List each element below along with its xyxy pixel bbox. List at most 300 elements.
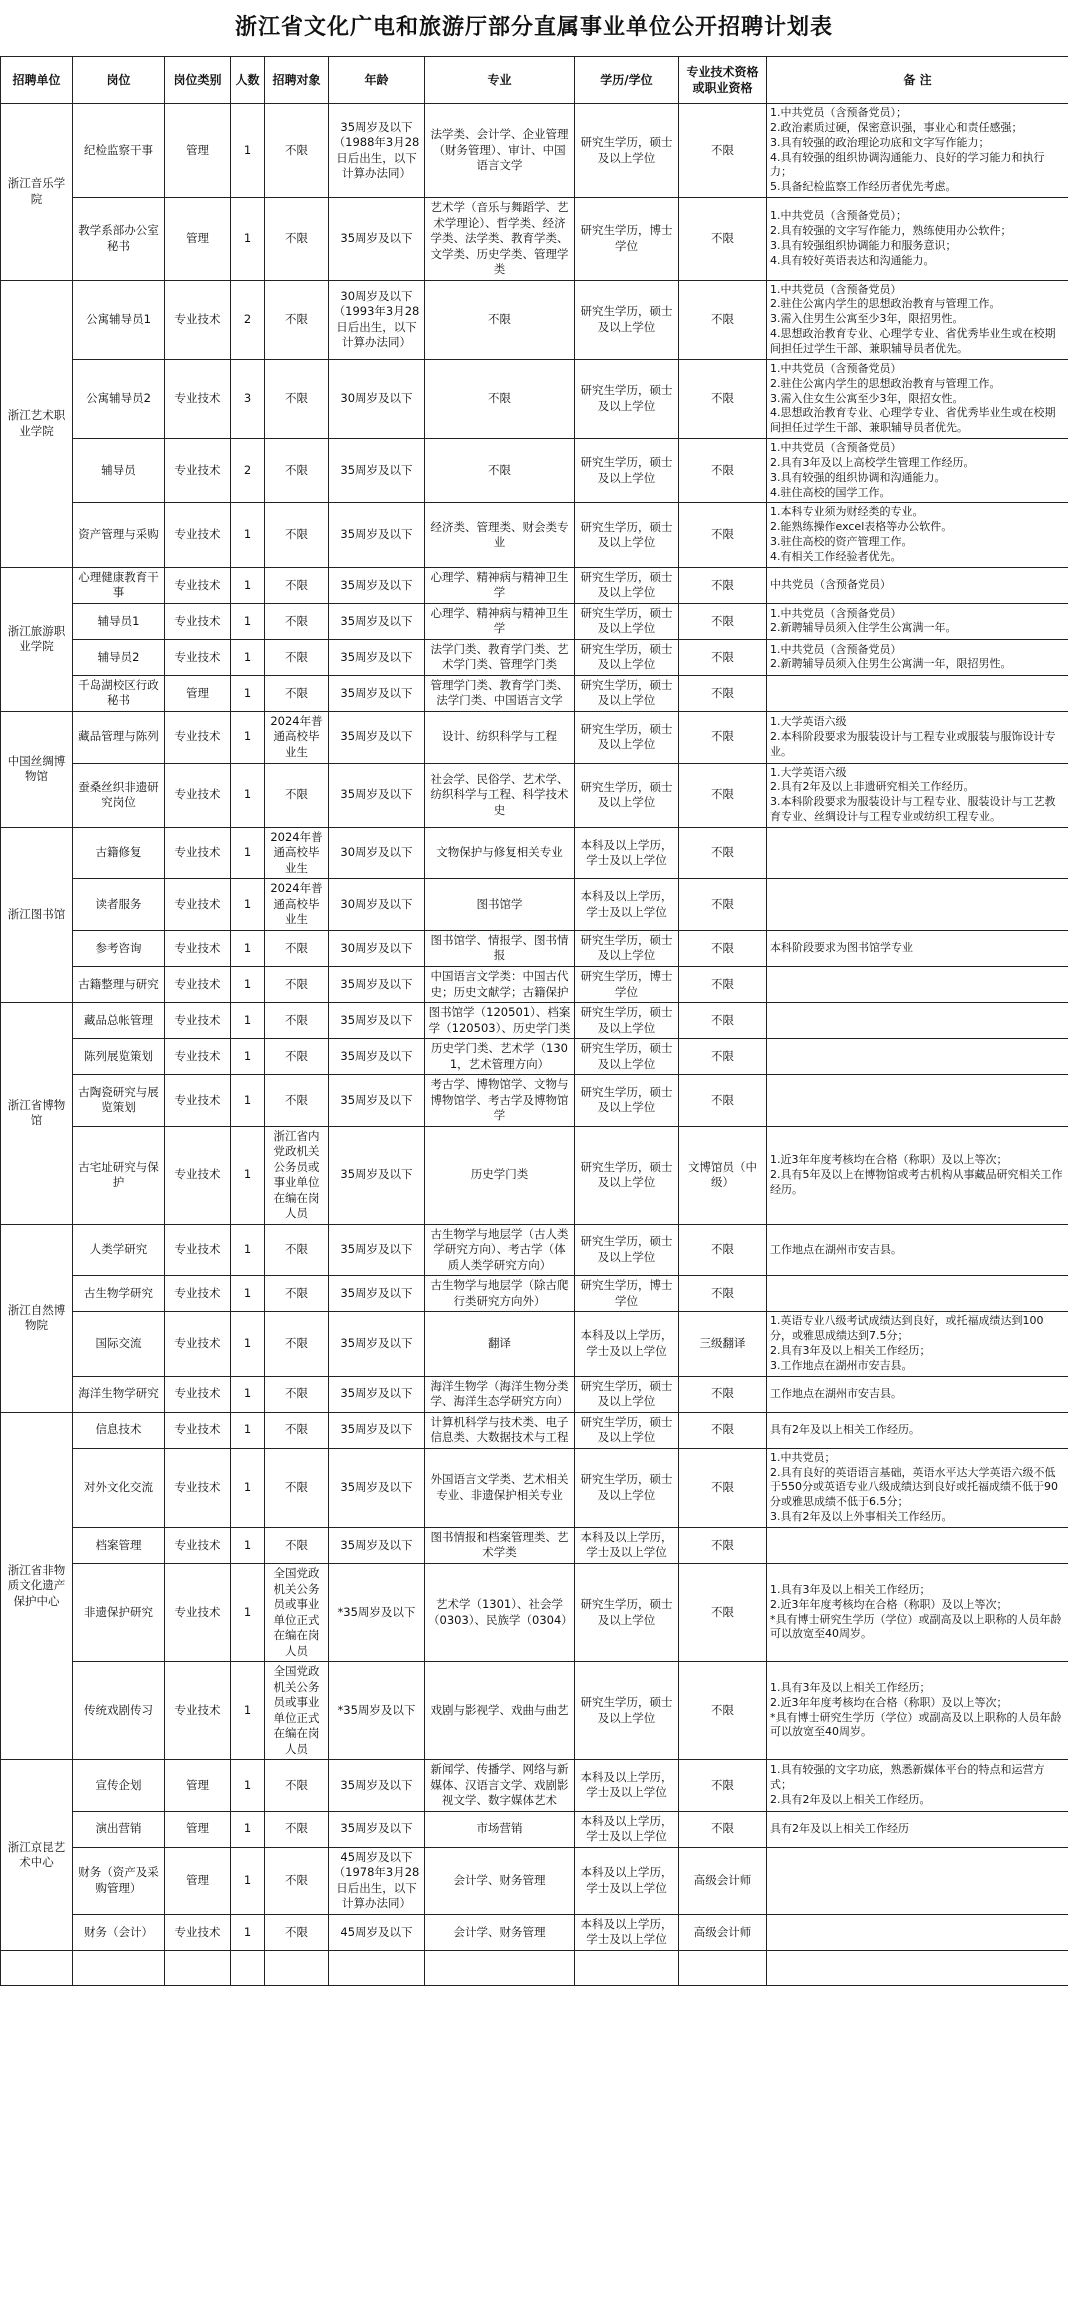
- target-cell: 不限: [265, 1224, 329, 1276]
- count-cell: 1: [231, 711, 265, 763]
- count-cell: 1: [231, 1126, 265, 1224]
- target-cell: 不限: [265, 503, 329, 567]
- count-cell: 2: [231, 280, 265, 359]
- category-cell: 专业技术: [165, 967, 231, 1003]
- major-cell: 历史学门类: [425, 1126, 575, 1224]
- empty-row: [1, 1950, 1068, 1985]
- degree-cell: 研究生学历，硕士及以上学位: [575, 1003, 679, 1039]
- post-cell: 教学系部办公室秘书: [73, 198, 165, 281]
- qualification-cell: 不限: [679, 280, 767, 359]
- major-cell: 古生物学与地层学（古人类学研究方向）、考古学（体质人类学研究方向）: [425, 1224, 575, 1276]
- note-cell: 1.中共党员（含预备党员）； 2.政治素质过硬，保密意识强，事业心和责任感强； 3.具有较强的政治理论功底和文字写作能力； 4.具有较强的组织协调沟通能力、良好的学习能力和执行力； 5.具备纪检监察工作经历者优先考虑。: [767, 104, 1068, 198]
- qualification-cell: 高级会计师: [679, 1847, 767, 1914]
- table-row: [1, 567, 1068, 603]
- degree-cell: 研究生学历，硕士及以上学位: [575, 675, 679, 711]
- age-cell: 30周岁及以下（1993年3月28日后出生，以下计算办法同）: [329, 280, 425, 359]
- degree-cell: 研究生学历，博士学位: [575, 198, 679, 281]
- table-row: [1, 198, 1068, 281]
- age-cell: 35周岁及以下: [329, 1276, 425, 1312]
- note-cell: 工作地点在湖州市安吉县。: [767, 1224, 1068, 1276]
- count-cell: 1: [231, 879, 265, 931]
- count-cell: 1: [231, 1376, 265, 1412]
- age-cell: 35周岁及以下: [329, 198, 425, 281]
- major-cell: 文物保护与修复相关专业: [425, 827, 575, 879]
- table-row: [1, 1075, 1068, 1127]
- category-cell: 专业技术: [165, 603, 231, 639]
- empty-cell: [329, 1950, 425, 1985]
- unit-cell: 浙江自然博物院: [1, 1224, 73, 1412]
- degree-cell: 研究生学历，硕士及以上学位: [575, 280, 679, 359]
- qualification-cell: 不限: [679, 827, 767, 879]
- post-cell: 非遗保护研究: [73, 1564, 165, 1662]
- header-qualification: 专业技术资格或职业资格: [679, 57, 767, 104]
- post-cell: 对外文化交流: [73, 1448, 165, 1527]
- note-cell: 中共党员（含预备党员）: [767, 567, 1068, 603]
- degree-cell: 本科及以上学历，学士及以上学位: [575, 1847, 679, 1914]
- age-cell: 35周岁及以下: [329, 1527, 425, 1563]
- degree-cell: 本科及以上学历，学士及以上学位: [575, 1760, 679, 1812]
- qualification-cell: 不限: [679, 930, 767, 966]
- age-cell: *35周岁及以下: [329, 1564, 425, 1662]
- empty-cell: [679, 1950, 767, 1985]
- age-cell: *35周岁及以下: [329, 1662, 425, 1760]
- recruitment-table: [0, 56, 1068, 1986]
- count-cell: 1: [231, 1276, 265, 1312]
- note-cell: 1.本科专业须为财经类的专业。 2.能熟练操作excel表格等办公软件。 3.驻住高校的资产管理工作。 4.有相关工作经验者优先。: [767, 503, 1068, 567]
- major-cell: 中国语言文学类：中国古代史；历史文献学；古籍保护: [425, 967, 575, 1003]
- target-cell: 不限: [265, 675, 329, 711]
- major-cell: 不限: [425, 439, 575, 503]
- age-cell: 35周岁及以下: [329, 1448, 425, 1527]
- category-cell: 专业技术: [165, 1075, 231, 1127]
- category-cell: 专业技术: [165, 1412, 231, 1448]
- target-cell: 不限: [265, 603, 329, 639]
- degree-cell: 研究生学历，硕士及以上学位: [575, 1075, 679, 1127]
- note-cell: 1.中共党员（含预备党员）； 2.具有较强的文字写作能力，熟练使用办公软件； 3.具有较强组织协调能力和服务意识； 4.具有较好英语表达和沟通能力。: [767, 198, 1068, 281]
- major-cell: 外国语言文学类、艺术相关专业、非遗保护相关专业: [425, 1448, 575, 1527]
- note-cell: [767, 1075, 1068, 1127]
- post-cell: 资产管理与采购: [73, 503, 165, 567]
- count-cell: 1: [231, 827, 265, 879]
- unit-cell: 浙江艺术职业学院: [1, 280, 73, 567]
- target-cell: 不限: [265, 1376, 329, 1412]
- table-row: [1, 1760, 1068, 1812]
- post-cell: 宣传企划: [73, 1760, 165, 1812]
- unit-cell: 浙江旅游职业学院: [1, 567, 73, 711]
- table-row: [1, 930, 1068, 966]
- post-cell: 传统戏剧传习: [73, 1662, 165, 1760]
- table-row: [1, 1412, 1068, 1448]
- target-cell: 2024年普通高校毕业生: [265, 879, 329, 931]
- table-row: [1, 1003, 1068, 1039]
- category-cell: 专业技术: [165, 567, 231, 603]
- post-cell: 档案管理: [73, 1527, 165, 1563]
- major-cell: 古生物学与地层学（除古爬行类研究方向外）: [425, 1276, 575, 1312]
- category-cell: 专业技术: [165, 1376, 231, 1412]
- qualification-cell: 不限: [679, 1003, 767, 1039]
- age-cell: 35周岁及以下: [329, 1075, 425, 1127]
- category-cell: 管理: [165, 104, 231, 198]
- major-cell: 图书情报和档案管理类、艺术学类: [425, 1527, 575, 1563]
- degree-cell: 研究生学历，硕士及以上学位: [575, 603, 679, 639]
- major-cell: 心理学、精神病与精神卫生学: [425, 603, 575, 639]
- age-cell: 35周岁及以下: [329, 1760, 425, 1812]
- age-cell: 30周岁及以下: [329, 359, 425, 438]
- degree-cell: 研究生学历，博士学位: [575, 967, 679, 1003]
- table-row: [1, 104, 1068, 198]
- age-cell: 45周岁及以下: [329, 1914, 425, 1950]
- count-cell: 1: [231, 763, 265, 827]
- note-cell: [767, 967, 1068, 1003]
- degree-cell: 本科及以上学历，学士及以上学位: [575, 879, 679, 931]
- post-cell: 陈列展览策划: [73, 1039, 165, 1075]
- major-cell: 会计学、财务管理: [425, 1847, 575, 1914]
- degree-cell: 本科及以上学历，学士及以上学位: [575, 1811, 679, 1847]
- post-cell: 心理健康教育干事: [73, 567, 165, 603]
- major-cell: 计算机科学与技术类、电子信息类、大数据技术与工程: [425, 1412, 575, 1448]
- post-cell: 海洋生物学研究: [73, 1376, 165, 1412]
- age-cell: 35周岁及以下: [329, 1039, 425, 1075]
- count-cell: 1: [231, 1412, 265, 1448]
- table-row: [1, 827, 1068, 879]
- qualification-cell: 不限: [679, 967, 767, 1003]
- count-cell: 1: [231, 1847, 265, 1914]
- post-cell: 蚕桑丝织非遗研究岗位: [73, 763, 165, 827]
- qualification-cell: 不限: [679, 639, 767, 675]
- major-cell: 不限: [425, 359, 575, 438]
- table-row: [1, 1039, 1068, 1075]
- qualification-cell: 不限: [679, 439, 767, 503]
- qualification-cell: 不限: [679, 1527, 767, 1563]
- major-cell: 管理学门类、教育学门类、法学门类、中国语言文学: [425, 675, 575, 711]
- note-cell: 1.中共党员（含预备党员） 2.新聘辅导员须入住学生公寓满一年。: [767, 603, 1068, 639]
- table-header-row: [1, 57, 1068, 104]
- age-cell: 35周岁及以下: [329, 1224, 425, 1276]
- qualification-cell: 不限: [679, 1564, 767, 1662]
- note-cell: [767, 827, 1068, 879]
- major-cell: 图书馆学、情报学、图书情报: [425, 930, 575, 966]
- unit-cell: 浙江音乐学院: [1, 104, 73, 281]
- unit-cell: 浙江京昆艺术中心: [1, 1760, 73, 1951]
- qualification-cell: 不限: [679, 1224, 767, 1276]
- post-cell: 公寓辅导员1: [73, 280, 165, 359]
- count-cell: 1: [231, 1224, 265, 1276]
- table-row: [1, 1312, 1068, 1376]
- category-cell: 专业技术: [165, 639, 231, 675]
- table-row: [1, 711, 1068, 763]
- table-row: [1, 639, 1068, 675]
- degree-cell: 本科及以上学历，学士及以上学位: [575, 1914, 679, 1950]
- target-cell: 不限: [265, 567, 329, 603]
- target-cell: 全国党政机关公务员或事业单位正式在编在岗人员: [265, 1662, 329, 1760]
- count-cell: 3: [231, 359, 265, 438]
- major-cell: 法学类、会计学、企业管理（财务管理）、审计、中国语言文学: [425, 104, 575, 198]
- count-cell: 1: [231, 930, 265, 966]
- note-cell: 1.具有3年及以上相关工作经历； 2.近3年年度考核均在合格（称职）及以上等次； *具有博士研究生学历（学位）或副高及以上职称的人员年龄可以放宽至40周岁。: [767, 1662, 1068, 1760]
- target-cell: 不限: [265, 359, 329, 438]
- header-note: 备 注: [767, 57, 1068, 104]
- qualification-cell: 不限: [679, 567, 767, 603]
- age-cell: 35周岁及以下: [329, 1003, 425, 1039]
- degree-cell: 研究生学历，硕士及以上学位: [575, 763, 679, 827]
- target-cell: 不限: [265, 198, 329, 281]
- note-cell: [767, 1039, 1068, 1075]
- empty-cell: [575, 1950, 679, 1985]
- major-cell: 图书馆学: [425, 879, 575, 931]
- qualification-cell: 高级会计师: [679, 1914, 767, 1950]
- major-cell: 历史学门类、艺术学（1301，艺术管理方向）: [425, 1039, 575, 1075]
- qualification-cell: 不限: [679, 603, 767, 639]
- empty-cell: [1, 1950, 73, 1985]
- category-cell: 专业技术: [165, 280, 231, 359]
- table-row: [1, 1811, 1068, 1847]
- target-cell: 不限: [265, 1527, 329, 1563]
- qualification-cell: 不限: [679, 763, 767, 827]
- empty-cell: [231, 1950, 265, 1985]
- category-cell: 专业技术: [165, 711, 231, 763]
- count-cell: 1: [231, 503, 265, 567]
- table-row: [1, 967, 1068, 1003]
- post-cell: 公寓辅导员2: [73, 359, 165, 438]
- count-cell: 1: [231, 1914, 265, 1950]
- note-cell: [767, 1003, 1068, 1039]
- post-cell: 参考咨询: [73, 930, 165, 966]
- age-cell: 35周岁及以下: [329, 1811, 425, 1847]
- note-cell: 1.中共党员； 2.具有良好的英语语言基础，英语水平达大学英语六级不低于550分或英语专业八级成绩达到良好或托福成绩不低于90分或雅思成绩不低于6.5分； 3.具有2年及以上外事相关工作经历。: [767, 1448, 1068, 1527]
- degree-cell: 研究生学历，硕士及以上学位: [575, 1376, 679, 1412]
- age-cell: 35周岁及以下: [329, 675, 425, 711]
- count-cell: 1: [231, 1039, 265, 1075]
- note-cell: 1.英语专业八级考试成绩达到良好，或托福成绩达到100分，或雅思成绩达到7.5分； 2.具有3年及以上相关工作经历； 3.工作地点在湖州市安吉县。: [767, 1312, 1068, 1376]
- degree-cell: 研究生学历，硕士及以上学位: [575, 1564, 679, 1662]
- post-cell: 人类学研究: [73, 1224, 165, 1276]
- empty-cell: [265, 1950, 329, 1985]
- category-cell: 管理: [165, 198, 231, 281]
- post-cell: 读者服务: [73, 879, 165, 931]
- qualification-cell: 不限: [679, 1276, 767, 1312]
- qualification-cell: 不限: [679, 1376, 767, 1412]
- category-cell: 专业技术: [165, 1039, 231, 1075]
- major-cell: 会计学、财务管理: [425, 1914, 575, 1950]
- note-cell: 1.大学英语六级 2.本科阶段要求为服装设计与工程专业或服装与服饰设计专业。: [767, 711, 1068, 763]
- category-cell: 专业技术: [165, 1224, 231, 1276]
- age-cell: 35周岁及以下: [329, 503, 425, 567]
- post-cell: 古生物学研究: [73, 1276, 165, 1312]
- major-cell: 不限: [425, 280, 575, 359]
- empty-cell: [767, 1950, 1068, 1985]
- post-cell: 辅导员2: [73, 639, 165, 675]
- count-cell: 1: [231, 1312, 265, 1376]
- target-cell: 不限: [265, 1448, 329, 1527]
- qualification-cell: 不限: [679, 711, 767, 763]
- table-row: [1, 675, 1068, 711]
- header-category: 岗位类别: [165, 57, 231, 104]
- post-cell: 信息技术: [73, 1412, 165, 1448]
- post-cell: 演出营销: [73, 1811, 165, 1847]
- note-cell: [767, 1527, 1068, 1563]
- target-cell: 不限: [265, 763, 329, 827]
- note-cell: 具有2年及以上相关工作经历。: [767, 1412, 1068, 1448]
- target-cell: 全国党政机关公务员或事业单位正式在编在岗人员: [265, 1564, 329, 1662]
- category-cell: 管理: [165, 1847, 231, 1914]
- note-cell: 1.中共党员（含预备党员） 2.驻住公寓内学生的思想政治教育与管理工作。 3.需入住女生公寓至少3年，限招女性。 4.思想政治教育专业、心理学专业、省优秀毕业生或在校期间担任过学生干部、兼职辅导员者优先。: [767, 359, 1068, 438]
- post-cell: 财务（资产及采购管理）: [73, 1847, 165, 1914]
- degree-cell: 研究生学历，硕士及以上学位: [575, 1662, 679, 1760]
- count-cell: 1: [231, 639, 265, 675]
- category-cell: 专业技术: [165, 1126, 231, 1224]
- count-cell: 1: [231, 1003, 265, 1039]
- header-age: 年龄: [329, 57, 425, 104]
- age-cell: 35周岁及以下: [329, 967, 425, 1003]
- degree-cell: 研究生学历，硕士及以上学位: [575, 567, 679, 603]
- note-cell: [767, 675, 1068, 711]
- category-cell: 专业技术: [165, 763, 231, 827]
- category-cell: 专业技术: [165, 1448, 231, 1527]
- target-cell: 浙江省内党政机关公务员或事业单位在编在岗人员: [265, 1126, 329, 1224]
- category-cell: 管理: [165, 1811, 231, 1847]
- table-row: [1, 439, 1068, 503]
- target-cell: 不限: [265, 1914, 329, 1950]
- qualification-cell: 三级翻译: [679, 1312, 767, 1376]
- target-cell: 不限: [265, 1847, 329, 1914]
- target-cell: 不限: [265, 1276, 329, 1312]
- note-cell: 1.中共党员（含预备党员） 2.驻住公寓内学生的思想政治教育与管理工作。 3.需入住男生公寓至少3年，限招男性。 4.思想政治教育专业、心理学专业、省优秀毕业生或在校期间担任过学生干部、兼职辅导员者优先。: [767, 280, 1068, 359]
- header-post: 岗位: [73, 57, 165, 104]
- table-row: [1, 1224, 1068, 1276]
- empty-cell: [73, 1950, 165, 1985]
- category-cell: 专业技术: [165, 1564, 231, 1662]
- header-major: 专业: [425, 57, 575, 104]
- qualification-cell: 不限: [679, 1811, 767, 1847]
- major-cell: 设计、纺织科学与工程: [425, 711, 575, 763]
- target-cell: 不限: [265, 1412, 329, 1448]
- qualification-cell: 不限: [679, 1662, 767, 1760]
- empty-cell: [165, 1950, 231, 1985]
- target-cell: 不限: [265, 104, 329, 198]
- unit-cell: 浙江省非物质文化遗产保护中心: [1, 1412, 73, 1759]
- table-body: [1, 104, 1068, 1986]
- target-cell: 不限: [265, 1003, 329, 1039]
- count-cell: 1: [231, 104, 265, 198]
- post-cell: 辅导员1: [73, 603, 165, 639]
- target-cell: 不限: [265, 280, 329, 359]
- count-cell: 1: [231, 1527, 265, 1563]
- unit-cell: 浙江省博物馆: [1, 1003, 73, 1225]
- table-row: [1, 1527, 1068, 1563]
- category-cell: 专业技术: [165, 879, 231, 931]
- major-cell: 新闻学、传播学、网络与新媒体、汉语言文学、戏剧影视文学、数字媒体艺术: [425, 1760, 575, 1812]
- major-cell: 翻译: [425, 1312, 575, 1376]
- table-row: [1, 879, 1068, 931]
- degree-cell: 研究生学历，硕士及以上学位: [575, 439, 679, 503]
- post-cell: 藏品总帐管理: [73, 1003, 165, 1039]
- note-cell: [767, 879, 1068, 931]
- target-cell: 不限: [265, 1312, 329, 1376]
- post-cell: 财务（会计）: [73, 1914, 165, 1950]
- major-cell: 艺术学（1301）、社会学（0303）、民族学（0304）: [425, 1564, 575, 1662]
- age-cell: 35周岁及以下（1988年3月28日后出生，以下计算办法同）: [329, 104, 425, 198]
- target-cell: 2024年普通高校毕业生: [265, 827, 329, 879]
- post-cell: 国际交流: [73, 1312, 165, 1376]
- header-unit: 招聘单位: [1, 57, 73, 104]
- age-cell: 30周岁及以下: [329, 930, 425, 966]
- category-cell: 专业技术: [165, 1276, 231, 1312]
- count-cell: 1: [231, 1075, 265, 1127]
- age-cell: 30周岁及以下: [329, 879, 425, 931]
- count-cell: 1: [231, 567, 265, 603]
- count-cell: 1: [231, 603, 265, 639]
- post-cell: 古宅址研究与保护: [73, 1126, 165, 1224]
- count-cell: 1: [231, 1662, 265, 1760]
- age-cell: 35周岁及以下: [329, 603, 425, 639]
- table-row: [1, 359, 1068, 438]
- note-cell: 1.中共党员（含预备党员） 2.新聘辅导员须入住男生公寓满一年，限招男性。: [767, 639, 1068, 675]
- target-cell: 不限: [265, 1760, 329, 1812]
- age-cell: 35周岁及以下: [329, 567, 425, 603]
- age-cell: 35周岁及以下: [329, 1312, 425, 1376]
- degree-cell: 本科及以上学历，学士及以上学位: [575, 827, 679, 879]
- post-cell: 古陶瓷研究与展览策划: [73, 1075, 165, 1127]
- note-cell: 具有2年及以上相关工作经历: [767, 1811, 1068, 1847]
- post-cell: 纪检监察干事: [73, 104, 165, 198]
- count-cell: 1: [231, 1811, 265, 1847]
- category-cell: 专业技术: [165, 1003, 231, 1039]
- target-cell: 不限: [265, 1039, 329, 1075]
- count-cell: 2: [231, 439, 265, 503]
- age-cell: 45周岁及以下（1978年3月28日后出生，以下计算办法同）: [329, 1847, 425, 1914]
- count-cell: 1: [231, 1564, 265, 1662]
- age-cell: 35周岁及以下: [329, 763, 425, 827]
- degree-cell: 本科及以上学历，学士及以上学位: [575, 1527, 679, 1563]
- table-row: [1, 1126, 1068, 1224]
- note-cell: [767, 1847, 1068, 1914]
- qualification-cell: 文博馆员（中级）: [679, 1126, 767, 1224]
- count-cell: 1: [231, 1760, 265, 1812]
- count-cell: 1: [231, 675, 265, 711]
- table-row: [1, 503, 1068, 567]
- count-cell: 1: [231, 1448, 265, 1527]
- category-cell: 专业技术: [165, 1527, 231, 1563]
- note-cell: 1.具有较强的文字功底，熟悉新媒体平台的特点和运营方式； 2.具有2年及以上相关工作经历。: [767, 1760, 1068, 1812]
- table-row: [1, 1376, 1068, 1412]
- note-cell: 1.中共党员（含预备党员） 2.具有3年及以上高校学生管理工作经历。 3.具有较强的组织协调和沟通能力。 4.驻住高校的国学工作。: [767, 439, 1068, 503]
- degree-cell: 研究生学历，硕士及以上学位: [575, 1412, 679, 1448]
- target-cell: 不限: [265, 930, 329, 966]
- major-cell: 法学门类、教育学门类、艺术学门类、管理学门类: [425, 639, 575, 675]
- qualification-cell: 不限: [679, 503, 767, 567]
- category-cell: 专业技术: [165, 1914, 231, 1950]
- target-cell: 2024年普通高校毕业生: [265, 711, 329, 763]
- degree-cell: 研究生学历，硕士及以上学位: [575, 1448, 679, 1527]
- age-cell: 35周岁及以下: [329, 1376, 425, 1412]
- category-cell: 专业技术: [165, 930, 231, 966]
- age-cell: 30周岁及以下: [329, 827, 425, 879]
- page-title: 浙江省文化广电和旅游厅部分直属事业单位公开招聘计划表: [234, 15, 833, 40]
- target-cell: 不限: [265, 1075, 329, 1127]
- header-target: 招聘对象: [265, 57, 329, 104]
- qualification-cell: 不限: [679, 359, 767, 438]
- target-cell: 不限: [265, 967, 329, 1003]
- degree-cell: 研究生学历，硕士及以上学位: [575, 930, 679, 966]
- qualification-cell: 不限: [679, 1760, 767, 1812]
- count-cell: 1: [231, 198, 265, 281]
- target-cell: 不限: [265, 639, 329, 675]
- target-cell: 不限: [265, 1811, 329, 1847]
- degree-cell: 研究生学历，硕士及以上学位: [575, 711, 679, 763]
- age-cell: 35周岁及以下: [329, 1126, 425, 1224]
- table-row: [1, 1914, 1068, 1950]
- degree-cell: 研究生学历，硕士及以上学位: [575, 639, 679, 675]
